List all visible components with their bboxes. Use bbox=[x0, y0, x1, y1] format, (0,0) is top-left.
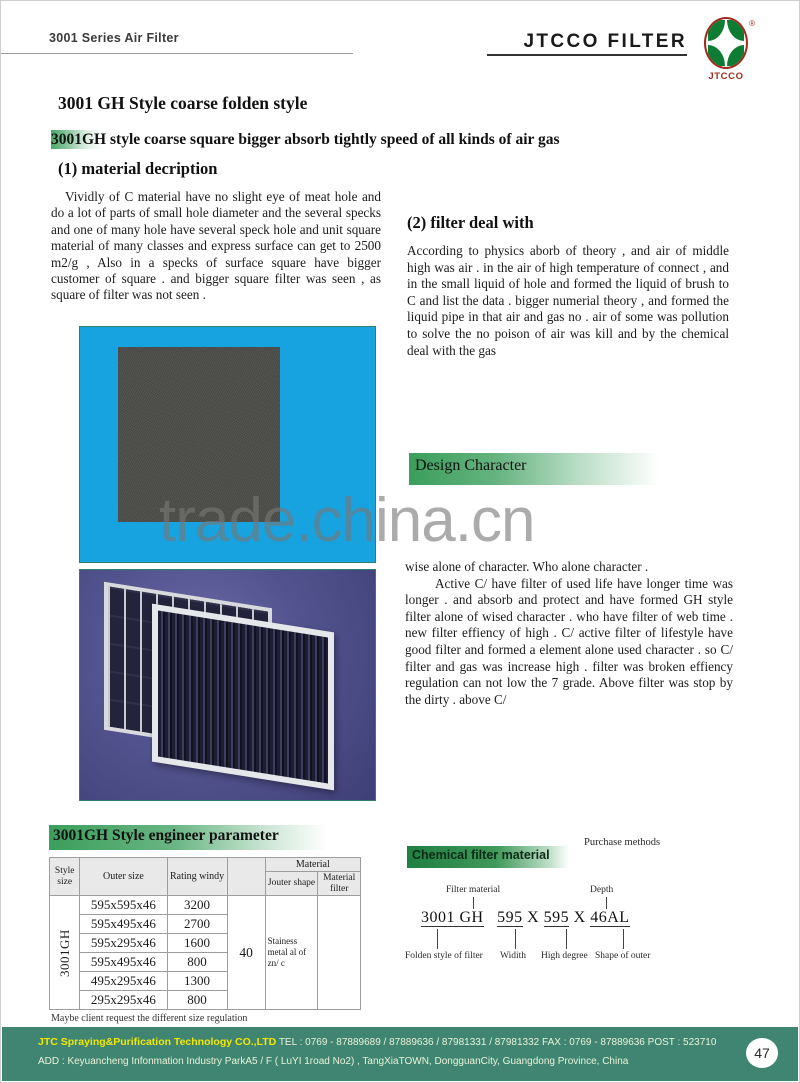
pn-x-2: X bbox=[573, 909, 586, 926]
logo-blade-top-left bbox=[708, 20, 725, 41]
header-rule-left bbox=[1, 31, 353, 54]
cell-jouter-shape: Stainess metal al of zn/ c bbox=[265, 896, 318, 1010]
pn-space-1 bbox=[488, 909, 493, 926]
chemical-filter-label: Chemical filter material bbox=[412, 848, 550, 862]
leader-line-shape-of-outer bbox=[623, 929, 624, 949]
th-material: Material bbox=[265, 858, 360, 872]
cell-material-filter bbox=[318, 896, 361, 1010]
table-header-row bbox=[50, 858, 361, 872]
logo-blade-bottom-left bbox=[708, 45, 725, 66]
page-footer bbox=[2, 1027, 798, 1081]
brand-title-rule bbox=[487, 31, 687, 56]
callout-folden-style: Folden style of filter bbox=[405, 951, 483, 961]
page-number-badge: 47 bbox=[746, 1038, 778, 1068]
page-subtitle bbox=[51, 129, 753, 151]
leader-line-high-degree bbox=[566, 929, 567, 949]
cell-rating-windy: 800 bbox=[167, 991, 227, 1010]
panel-filter-pleats bbox=[158, 611, 328, 784]
carbon-media-swatch bbox=[118, 347, 280, 522]
logo-fan-icon bbox=[704, 17, 748, 69]
leader-line-width bbox=[515, 929, 516, 949]
th-rating-windy: Rating windy bbox=[167, 858, 227, 896]
purchase-methods-label: Purchase methods bbox=[584, 837, 661, 848]
subtitle-rest: style coarse square bigger absorb tightly speed of all kinds of air gas bbox=[106, 131, 560, 148]
section-1-heading: (1) material decription bbox=[58, 159, 218, 178]
cell-rating-windy: 2700 bbox=[167, 915, 227, 934]
logo-blade-bottom-right bbox=[727, 45, 744, 66]
leader-line-filter-material bbox=[473, 897, 474, 909]
cell-outer-size: 495x295x46 bbox=[80, 972, 167, 991]
cell-outer-size: 595x495x46 bbox=[80, 953, 167, 972]
spec-table-title: 3001GH Style engineer parameter bbox=[53, 827, 279, 844]
leader-line-folden-style bbox=[437, 929, 438, 949]
callout-depth: Depth bbox=[590, 885, 614, 895]
panel-filter-image bbox=[79, 569, 376, 801]
section-2-heading: (2) filter deal with bbox=[407, 213, 534, 232]
footer-line-1 bbox=[38, 1036, 716, 1048]
carbon-media-image bbox=[79, 326, 376, 563]
pn-width: 595 bbox=[497, 909, 523, 926]
chemical-filter-banner bbox=[407, 846, 569, 868]
page-title: 3001 GH Style coarse folden style bbox=[58, 93, 308, 113]
pn-x-1: X bbox=[527, 909, 540, 926]
callout-shape-of-outer: Shape of outer bbox=[595, 951, 651, 961]
spec-table-body bbox=[50, 896, 361, 1010]
th-outer-size: Outer size bbox=[80, 858, 167, 896]
registered-mark-icon: ® bbox=[749, 19, 755, 28]
cell-middle-value: 40 bbox=[227, 896, 265, 1010]
cell-rating-windy: 1600 bbox=[167, 934, 227, 953]
pn-model: 3001 GH bbox=[421, 909, 484, 926]
th-material-filter: Material filter bbox=[318, 872, 361, 896]
cell-rating-windy: 1300 bbox=[167, 972, 227, 991]
th-jouter-shape: Jouter shape bbox=[265, 872, 318, 896]
series-label: 3001 Series Air Filter bbox=[49, 31, 179, 45]
cell-style-size: 3001GH bbox=[50, 896, 80, 1010]
cell-rating-windy: 800 bbox=[167, 953, 227, 972]
leader-line-depth bbox=[606, 897, 607, 909]
design-character-banner bbox=[409, 453, 659, 485]
logo-wordmark: JTCCO bbox=[708, 71, 744, 82]
pn-depth: 46AL bbox=[590, 909, 630, 926]
material-description-paragraph: Vividly of C material have no slight eye of meat hole and do a lot of parts of small hole diameter and the several specks and one of many hole have several speck hole and unit square material of many classes and express surface can get to 2500 m2/g , Also in a specks of surface square have bigger customer of square . and bigger square filter was seen , as square of filter was not seen . bbox=[51, 189, 381, 303]
jtcco-logo bbox=[695, 17, 757, 82]
spec-table-banner bbox=[49, 825, 327, 850]
subtitle-highlight: 3001GH bbox=[51, 131, 107, 148]
design-character-label: Design Character bbox=[415, 457, 527, 474]
design-char-line-1: wise alone of character. Who alone character . bbox=[405, 559, 649, 574]
page-header bbox=[1, 1, 799, 82]
cell-outer-size: 595x295x46 bbox=[80, 934, 167, 953]
filter-deal-with-paragraph: According to physics aborb of theory , and air of middle high was air . in the air of high temperature of connect , and in the small liquid of hole and formed the liquid of brush to C and list the data . bigger numerial theory , and formed the liquid pipe in that air and gas no . air of some was pollution to solve the no poison of air was kill and by the chemical deal with the gas bbox=[407, 243, 729, 358]
panel-filter-front bbox=[152, 604, 334, 791]
logo-blade-top-right bbox=[727, 20, 744, 41]
cell-outer-size: 595x595x46 bbox=[80, 896, 167, 915]
th-style-size: Style size bbox=[50, 858, 80, 896]
th-blank bbox=[227, 858, 265, 896]
cell-rating-windy: 3200 bbox=[167, 896, 227, 915]
spec-table bbox=[49, 857, 361, 1010]
footer-address: ADD : Keyuancheng Infonmation Industry ParkA5 / F ( LuYI 1road No2) , TangXiaTOWN, DongguanCity, Guangdong Province, China bbox=[38, 1056, 629, 1067]
cell-outer-size: 595x495x46 bbox=[80, 915, 167, 934]
callout-high-degree: High degree bbox=[541, 951, 588, 961]
design-character-paragraph bbox=[405, 559, 733, 708]
callout-width: Widith bbox=[500, 951, 527, 961]
table-row bbox=[50, 896, 361, 915]
callout-filter-material: Filter material bbox=[446, 885, 501, 895]
footer-company-name: JTC Spraying&Purification Technology CO.,LTD bbox=[38, 1036, 277, 1048]
pn-high: 595 bbox=[543, 909, 570, 926]
brand-title: JTCCO FILTER bbox=[523, 31, 687, 52]
cell-outer-size: 295x295x46 bbox=[80, 991, 167, 1010]
spec-table-note: Maybe client request the different size regulation bbox=[51, 1013, 248, 1024]
part-number-row bbox=[421, 909, 630, 927]
footer-contact: TEL : 0769 - 87889689 / 87889636 / 87981331 / 87981332 FAX : 0769 - 87889636 POST : 523710 bbox=[278, 1037, 717, 1048]
watermark: trade.china.cn bbox=[159, 486, 535, 555]
design-char-line-2: Active C/ have filter of used life have longer time was longer . and absorb and protect and have formed GH style filter alone of wised character . who have filter of web time . new filter effiency of high . C/ active filter of lifestyle have good filter and formed a element alone used character . so C/ filter and gas was increase high . filter was broken effiency regulation can not low the 7 grade. Above filter was stop by the dirty . above C/ bbox=[405, 575, 733, 707]
spec-table-head bbox=[50, 858, 361, 896]
